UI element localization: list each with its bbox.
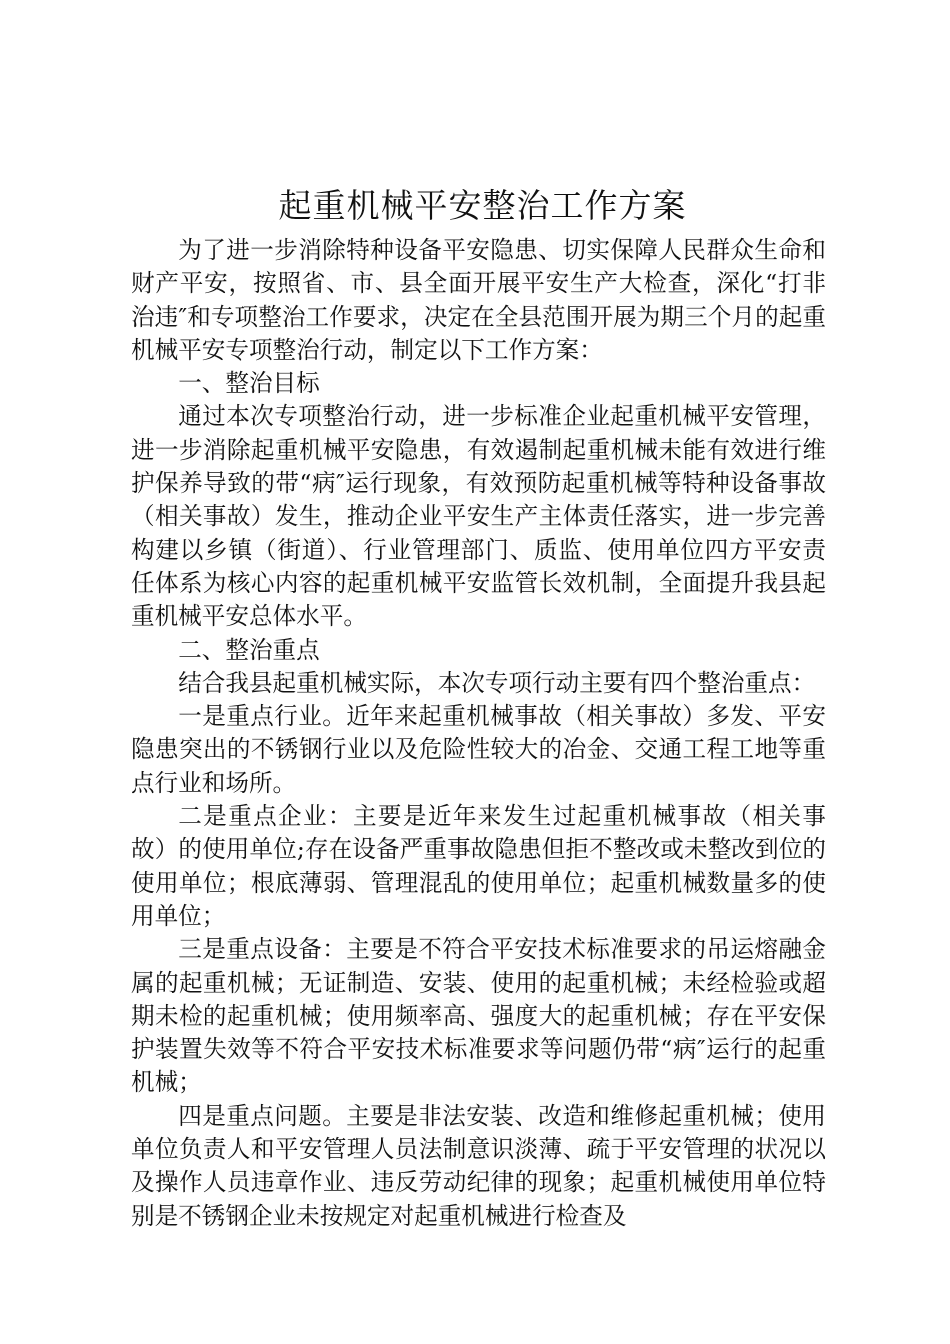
paragraph-focus-enterprise: 二是重点企业：主要是近年来发生过起重机械事故（相关事故）的使用单位;存在设备严重事故隐患但拒不整改或未整改到位的使用单位；根底薄弱、管理混乱的使用单位；起重机械数量多的使用单位；: [131, 802, 826, 930]
paragraph-focus-problems: 四是重点问题。主要是非法安装、改造和维修起重机械；使用单位负责人和平安管理人员法制意识淡薄、疏于平安管理的状况以及操作人员违章作业、违反劳动纪律的现象；起重机械使用单位特别是不锈钢企业未按规定对起重机械进行检查及: [131, 1101, 826, 1230]
paragraph-focus-intro: 结合我县起重机械实际，本次专项行动主要有四个整治重点：: [178, 668, 816, 697]
section-heading-goals: 一、整治目标: [178, 369, 320, 398]
paragraph-intro: 为了进一步消除特种设备平安隐患、切实保障人民群众生命和财产平安，按照省、市、县全面开展平安生产大检查，深化“打非治违″和专项整治工作要求，决定在全县范围开展为期三个月的起重机械平安专项整治行动，制定以下工作方案：: [131, 236, 826, 364]
paragraph-focus-industry: 一是重点行业。近年来起重机械事故（相关事故）多发、平安隐患突出的不锈钢行业以及危险性较大的冶金、交通工程工地等重点行业和场所。: [131, 702, 826, 797]
document-page: [131, 178, 826, 1233]
paragraph-goals: 通过本次专项整治行动，进一步标准企业起重机械平安管理，进一步消除起重机械平安隐患，有效遏制起重机械未能有效进行维护保养导致的带“病″运行现象，有效预防起重机械等特种设备事故（相关事故）发生，推动企业平安生产主体责任落实，进一步完善构建以乡镇（街道）、行业管理部门、质监、使用单位四方平安责任体系为核心内容的起重机械平安监管长效机制，全面提升我县起重机械平安总体水平。: [131, 402, 826, 631]
document-title: 起重机械平安整治工作方案: [278, 186, 687, 225]
paragraph-focus-equipment: 三是重点设备：主要是不符合平安技术标准要求的吊运熔融金属的起重机械；无证制造、安装、使用的起重机械；未经检验或超期未检的起重机械；使用频率高、强度大的起重机械；存在平安保护装置失效等不符合平安技术标准要求等问题仍带“病″运行的起重机械；: [131, 935, 826, 1097]
section-heading-focus: 二、整治重点: [178, 635, 320, 664]
